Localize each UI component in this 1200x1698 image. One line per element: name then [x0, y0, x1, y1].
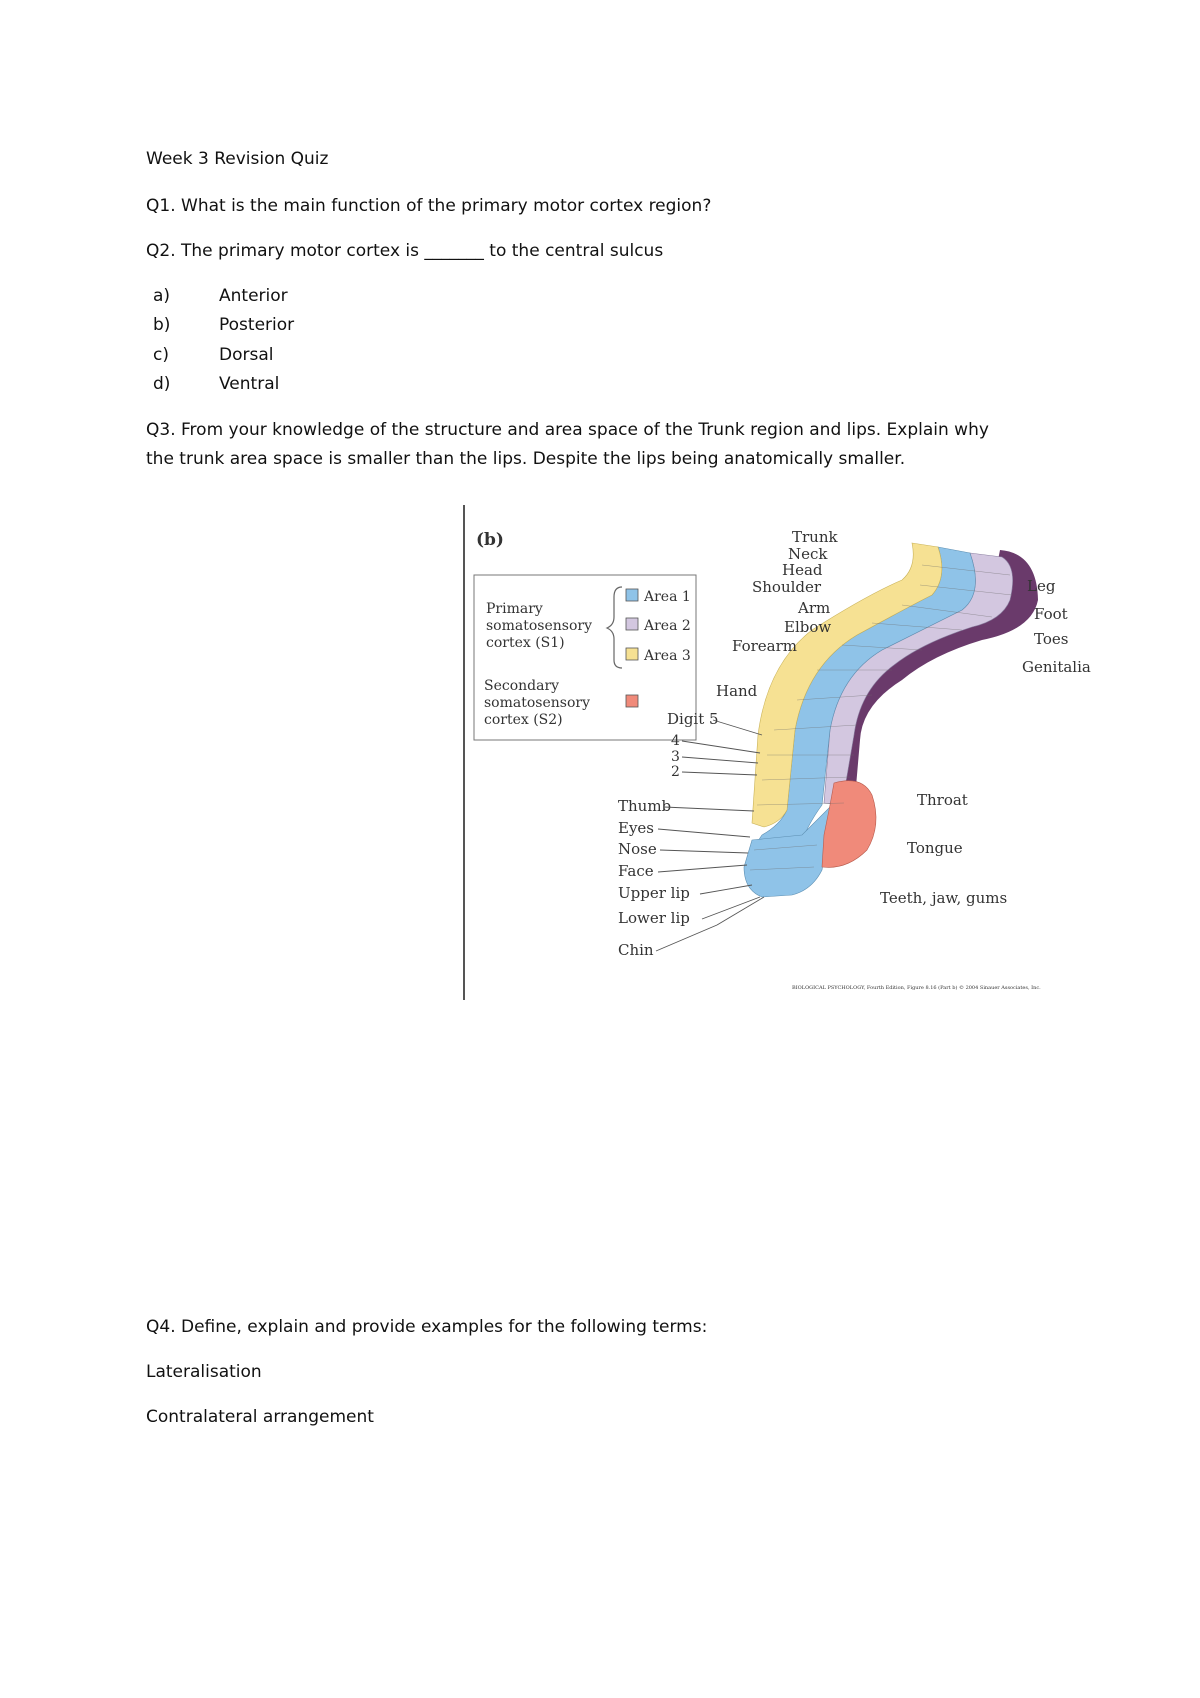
- legend-primary-line-1: Primary: [486, 601, 543, 617]
- option-text: Posterior: [219, 315, 295, 335]
- somatosensory-map: [462, 505, 1124, 1000]
- term-contralateral: Contralateral arrangement: [146, 1407, 374, 1427]
- term-lateralisation: Lateralisation: [146, 1362, 262, 1382]
- label-upper-lip: Upper lip: [618, 884, 690, 902]
- area-1-swatch: [626, 589, 638, 601]
- label-hand: Hand: [716, 682, 758, 700]
- option-text: Dorsal: [219, 345, 274, 365]
- option-marker: c): [153, 345, 169, 365]
- option-b: [153, 314, 294, 336]
- label-genitalia: Genitalia: [1022, 658, 1091, 676]
- label-throat: Throat: [917, 791, 968, 809]
- area-3-swatch: [626, 648, 638, 660]
- label-eyes: Eyes: [618, 819, 654, 837]
- label-digit-3: 3: [671, 749, 680, 765]
- label-forearm: Forearm: [732, 637, 798, 655]
- legend: [474, 575, 696, 740]
- somatosensory-figure: [462, 505, 1124, 1000]
- legend-area-2: Area 2: [644, 618, 691, 634]
- question-1: Q1. What is the main function of the primary motor cortex region?: [146, 196, 712, 216]
- question-2: Q2. The primary motor cortex is _______ to the central sulcus: [146, 241, 664, 261]
- label-neck: Neck: [788, 545, 828, 563]
- panel-label: (b): [476, 530, 504, 550]
- question-3-line-1: Q3. From your knowledge of the structure and area space of the Trunk region and lips. Explain why: [146, 420, 989, 440]
- legend-secondary-line-3: cortex (S2): [484, 712, 563, 728]
- legend-primary-line-2: somatosensory: [486, 618, 592, 634]
- label-teeth-jaw-gums: Teeth, jaw, gums: [880, 889, 1008, 907]
- label-digit-4: 4: [671, 733, 680, 749]
- option-text: Ventral: [219, 374, 280, 394]
- label-elbow: Elbow: [784, 618, 832, 636]
- label-leg: Leg: [1027, 577, 1056, 595]
- area-2-swatch: [626, 618, 638, 630]
- cortex-strip: [744, 543, 1038, 897]
- option-marker: d): [153, 374, 171, 394]
- label-shoulder: Shoulder: [752, 578, 822, 596]
- option-c: [153, 344, 273, 366]
- quiz-title: Week 3 Revision Quiz: [146, 149, 329, 169]
- option-a: [153, 285, 288, 307]
- legend-secondary-line-1: Secondary: [484, 678, 560, 694]
- label-head: Head: [782, 561, 823, 579]
- label-thumb: Thumb: [618, 797, 672, 815]
- label-chin: Chin: [618, 941, 654, 959]
- label-digit-5: Digit 5: [667, 710, 719, 728]
- legend-area-3: Area 3: [644, 648, 691, 664]
- label-tongue: Tongue: [907, 839, 963, 857]
- option-marker: b): [153, 315, 171, 335]
- label-lower-lip: Lower lip: [618, 909, 690, 927]
- label-trunk: Trunk: [792, 528, 838, 546]
- question-4: Q4. Define, explain and provide examples for the following terms:: [146, 1317, 708, 1337]
- label-nose: Nose: [618, 840, 657, 858]
- question-3-line-2: the trunk area space is smaller than the lips. Despite the lips being anatomically smaller.: [146, 449, 906, 469]
- option-text: Anterior: [219, 286, 288, 306]
- legend-secondary-line-2: somatosensory: [484, 695, 590, 711]
- figure-credit: BIOLOGICAL PSYCHOLOGY, Fourth Edition, Figure 8.16 (Part b) © 2004 Sinauer Associates, Inc.: [792, 985, 1041, 991]
- label-arm: Arm: [798, 599, 831, 617]
- option-d: [153, 373, 279, 395]
- s2-swatch: [626, 695, 638, 707]
- legend-primary-line-3: cortex (S1): [486, 635, 565, 651]
- option-marker: a): [153, 286, 171, 306]
- label-toes: Toes: [1034, 630, 1069, 648]
- label-digit-2: 2: [671, 764, 680, 780]
- legend-area-1: Area 1: [644, 589, 691, 605]
- label-foot: Foot: [1034, 605, 1068, 623]
- label-face: Face: [618, 862, 654, 880]
